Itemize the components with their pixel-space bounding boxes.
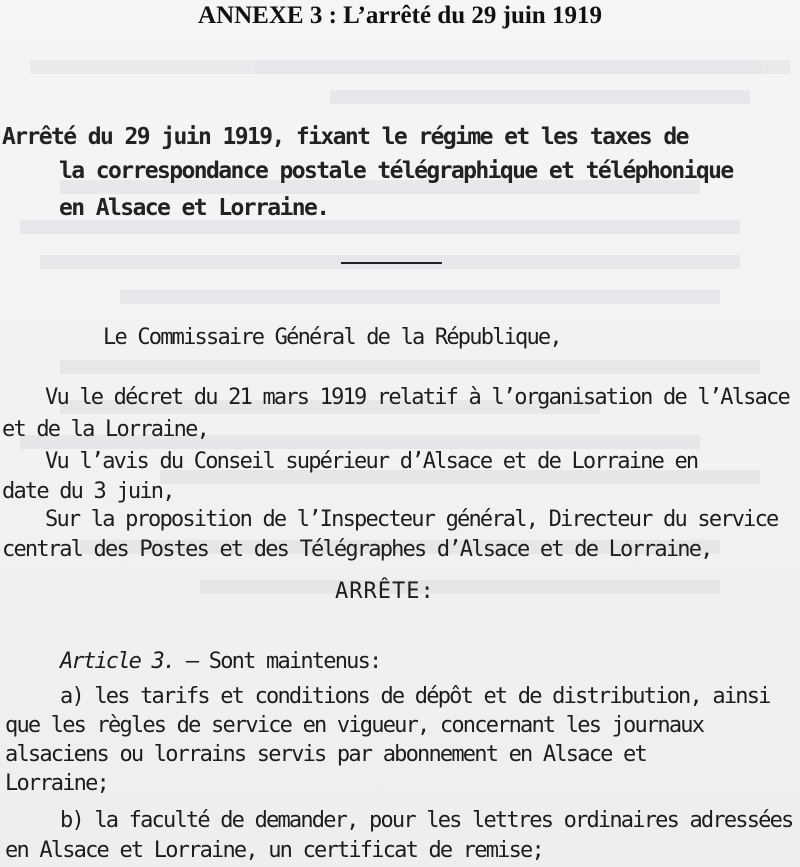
clause-a-line: Lorraine;: [5, 771, 109, 796]
clause-a-line: a) les tarifs et conditions de dépôt et de distribution, ainsi: [60, 684, 770, 709]
clause-a-line: que les règles de service en vigueur, concernant les journaux: [5, 713, 704, 738]
clause-a-line: alsaciens ou lorrains servis par abonnement en Alsace et: [5, 742, 646, 767]
clause-b-line: en Alsace et Lorraine, un certificat de remise;: [5, 838, 543, 863]
section-divider: [341, 262, 442, 264]
preamble-line: date du 3 juin,: [2, 479, 174, 504]
title-line: la correspondance postale télégraphique et téléphonique: [59, 158, 733, 184]
preamble-line: et de la Lorraine,: [2, 417, 209, 442]
preamble-line: Vu le décret du 21 mars 1919 relatif à l’organisation de l’Alsace: [45, 385, 789, 410]
title-line: en Alsace et Lorraine.: [59, 195, 329, 221]
preamble-line: Sur la proposition de l’Inspecteur général, Directeur du service: [45, 507, 778, 532]
annex-heading: ANNEXE 3 : L’arrêté du 29 juin 1919: [198, 2, 602, 29]
clause-b-line: b) la faculté de demander, pour les lettres ordinaires adressées: [60, 808, 793, 833]
decision-word: ARRÊTE:: [335, 579, 435, 604]
preamble-line: central des Postes et des Télégraphes d’Alsace et de Lorraine,: [2, 537, 712, 562]
article-label: Article 3.: [60, 649, 175, 674]
article-text: — Sont maintenus:: [185, 649, 381, 674]
preamble-line: Vu l’avis du Conseil supérieur d’Alsace et de Lorraine en: [45, 449, 698, 474]
article-heading: [60, 649, 380, 674]
issuer-line: Le Commissaire Général de la République,: [103, 325, 561, 350]
title-line: Arrêté du 29 juin 1919, fixant le régime et les taxes de: [2, 124, 688, 150]
